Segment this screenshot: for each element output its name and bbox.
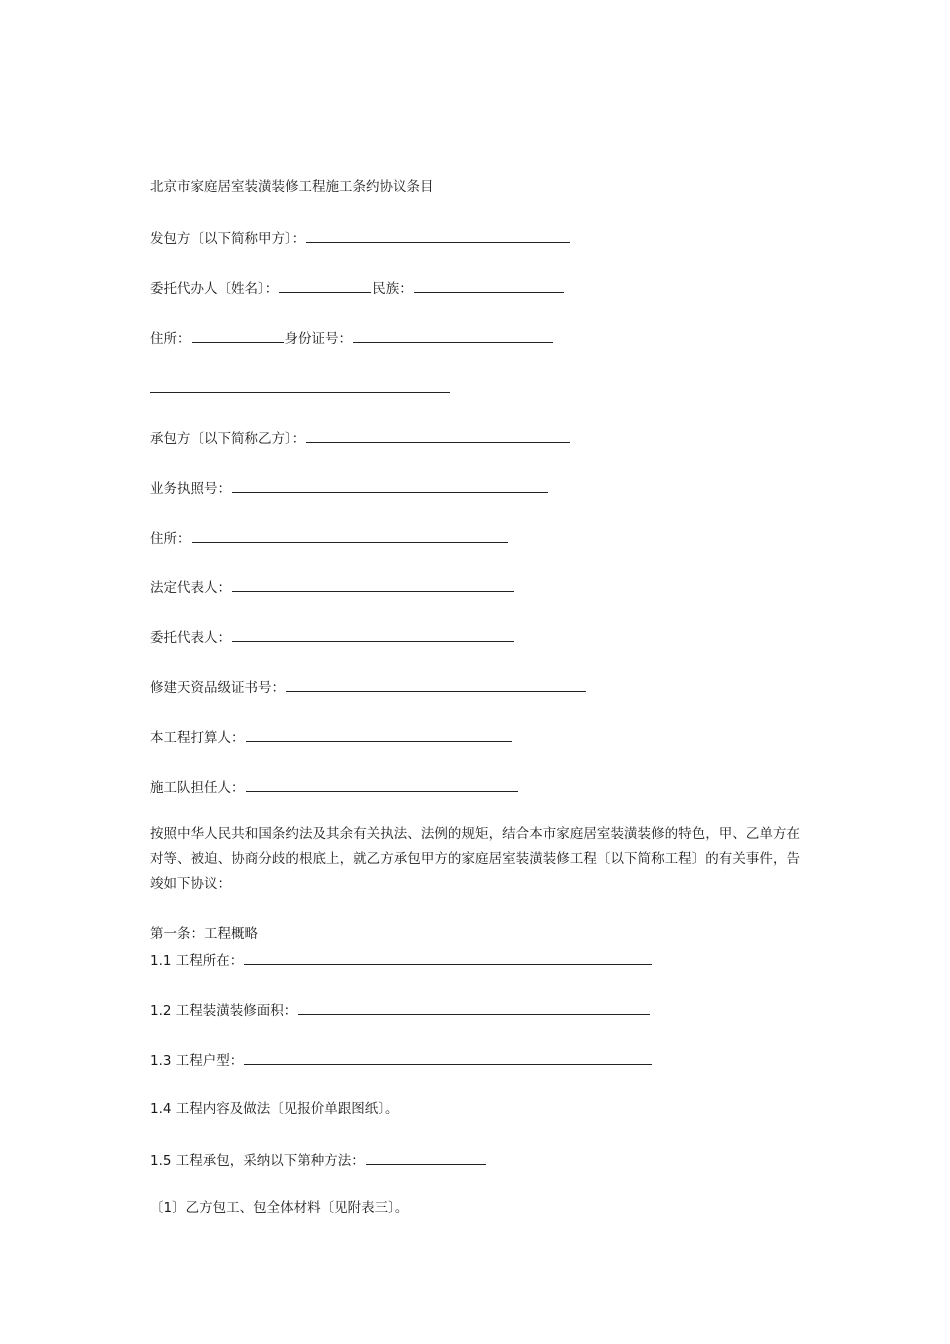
item-1-5-label: 1.5 工程承包，采纳以下第种方法： [150, 1153, 365, 1169]
entrusted-rep-label: 委托代表人： [150, 630, 231, 646]
party-b-label: 承包方〔以下简称乙方〕： [150, 431, 306, 447]
qualification-cert-field[interactable] [286, 677, 586, 692]
id-number-label: 身份证号： [284, 331, 352, 347]
party-a-label: 发包方〔以下简称甲方〕： [150, 231, 306, 247]
legal-rep-row [150, 577, 515, 597]
entrusted-rep-row [150, 627, 515, 647]
party-a-field[interactable] [306, 228, 570, 243]
legal-rep-field[interactable] [232, 577, 514, 592]
agent-row [150, 278, 565, 298]
item-1-1-row [150, 950, 653, 970]
residence-a-field[interactable] [192, 328, 284, 343]
qualification-cert-label: 修建天资品级证书号： [150, 680, 285, 696]
id-number-field[interactable] [353, 328, 553, 343]
entrusted-rep-field[interactable] [232, 627, 514, 642]
item-1-5-field[interactable] [366, 1150, 486, 1165]
qualification-row [150, 677, 587, 697]
team-leader-row [150, 777, 519, 797]
item-1-2-row [150, 1000, 651, 1020]
article-1-title: 第一条：工程概略 [150, 926, 258, 942]
continuation-row [150, 378, 451, 398]
party-b-row [150, 428, 571, 448]
business-license-field[interactable] [232, 478, 548, 493]
business-license-row [150, 478, 549, 498]
residence-b-field[interactable] [192, 528, 508, 543]
item-1-2-field[interactable] [298, 1000, 650, 1015]
team-leader-label: 施工队担任人： [150, 780, 245, 796]
item-1-5-option-1: 〔1〕乙方包工、包全体材料〔见附表三〕。 [150, 1200, 409, 1216]
item-1-1-field[interactable] [244, 950, 652, 965]
project-budget-label: 本工程打算人： [150, 730, 245, 746]
party-b-field[interactable] [306, 428, 570, 443]
agent-name-label: 委托代办人〔姓名〕： [150, 281, 279, 297]
document-title: 北京市家庭居室装潢装修工程施工条约协议条目 [150, 179, 434, 195]
project-budget-row [150, 727, 513, 747]
residence-b-label: 住所： [150, 531, 191, 547]
residence-a-label: 住所： [150, 331, 191, 347]
team-leader-field[interactable] [246, 777, 518, 792]
business-license-label: 业务执照号： [150, 481, 231, 497]
item-1-4: 1.4 工程内容及做法〔见报价单跟图纸〕。 [150, 1101, 399, 1117]
item-1-3-row [150, 1050, 653, 1070]
ethnicity-field[interactable] [414, 278, 564, 293]
item-1-3-label: 1.3 工程户型： [150, 1053, 244, 1069]
continuation-field[interactable] [150, 378, 450, 393]
residence-b-row [150, 528, 509, 548]
ethnicity-label: 民族： [372, 281, 413, 297]
item-1-3-field[interactable] [244, 1050, 652, 1065]
residence-a-row [150, 328, 554, 348]
legal-rep-label: 法定代表人： [150, 580, 231, 596]
item-1-5-row [150, 1150, 487, 1170]
item-1-1-label: 1.1 工程所在： [150, 953, 244, 969]
project-budget-field[interactable] [246, 727, 512, 742]
agent-name-field[interactable] [279, 278, 371, 293]
item-1-2-label: 1.2 工程装潢装修面积： [150, 1003, 298, 1019]
party-a-row [150, 228, 571, 248]
preamble-paragraph: 按照中华人民共和国条约法及其余有关执法、法例的规矩，结合本市家庭居室装潢装修的特色，甲、乙单方在对等、被迫、协商分歧的根底上，就乙方承包甲方的家庭居室装潢装修工程〔以下简称工程〕的有关事件，告竣如下协议： [150, 826, 800, 892]
